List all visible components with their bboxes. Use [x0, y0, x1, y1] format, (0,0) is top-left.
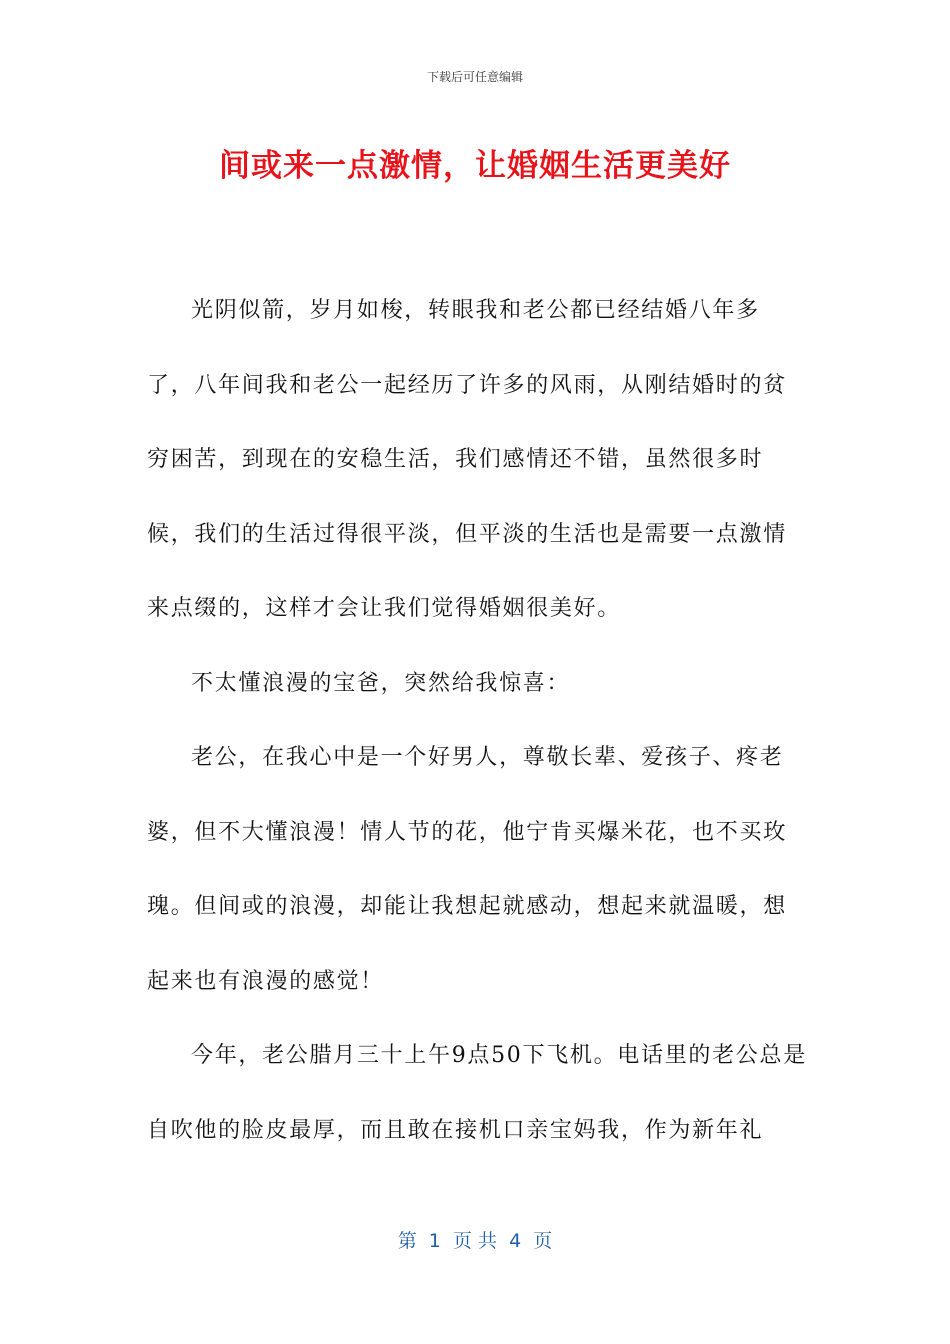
header-note: 下载后可任意编辑 [426, 70, 523, 84]
paragraph-4: 今年，老公腊月三十上午9点50下飞机。电话里的老公总是自吹他的脸皮最厚，而且敢在接机口亲宝妈我，作为新年礼 [147, 1043, 807, 1143]
document-title: 间或来一点激情，让婚姻生活更美好 [219, 148, 731, 184]
paragraph-1: 光阴似箭，岁月如梭，转眼我和老公都已经结婚八年多了，八年间我和老公一起经历了许多的风雨，从刚结婚时的贫穷困苦，到现在的安稳生活，我们感情还不错，虽然很多时候，我们的生活过得很平淡，但平淡的生活也是需要一点激情来点缀的，这样才会让我们觉得婚姻很美好。 [147, 298, 787, 621]
paragraph-2: 不太懂浪漫的宝爸，突然给我惊喜： [191, 670, 571, 696]
page-footer: 第 1 页 共 4 页 [397, 1230, 553, 1252]
paragraph-3: 老公，在我心中是一个好男人，尊敬长辈、爱孩子、疼老婆，但不大懂浪漫！情人节的花，他宁肯买爆米花，也不买玫瑰。但间或的浪漫，却能让我想起就感动，想起来就温暖，想起来也有浪漫的感觉！ [147, 745, 787, 994]
document-body [147, 274, 807, 1168]
